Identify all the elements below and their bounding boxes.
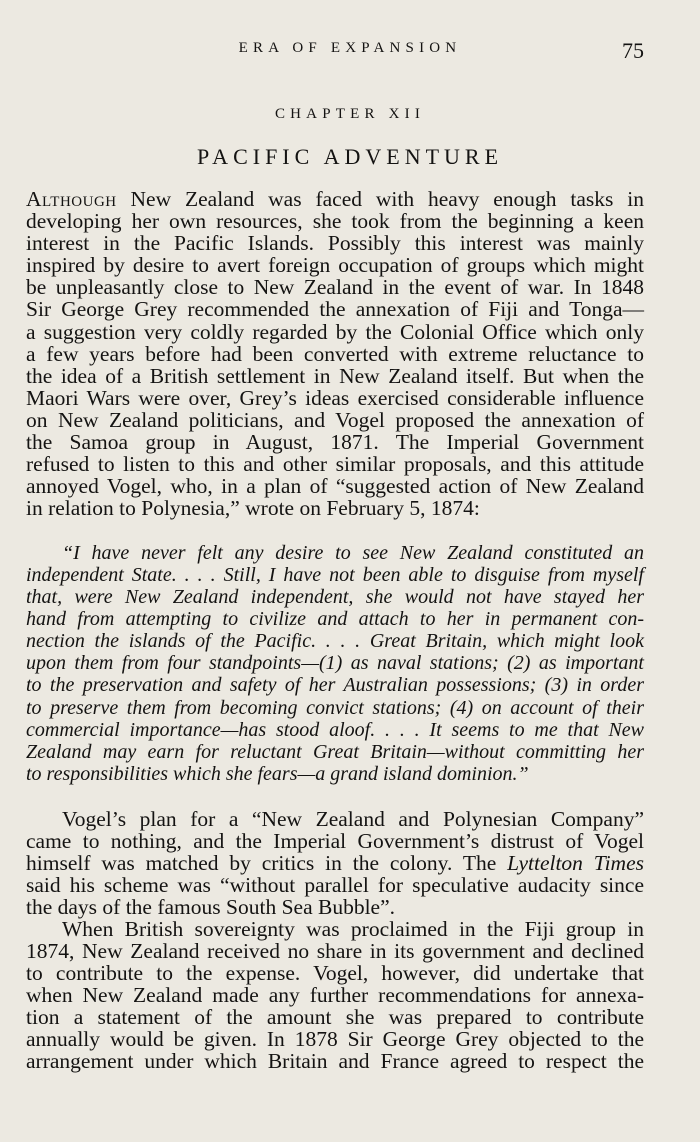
paragraph-3-line: annually would be given. In 1878 Sir George Grey objected to the (26, 1027, 644, 1051)
paragraph-3-line: tion a statement of the amount she was prepared to contribute (26, 1005, 644, 1029)
quote-line: nection the islands of the Pacific. . . . Great Britain, which might look (26, 630, 644, 652)
paragraph-1-line: refused to listen to this and other similar proposals, and this attitude (26, 452, 644, 476)
quote-line: “I have never felt any desire to see New Zealand constituted an (62, 542, 644, 564)
quote-line: Zealand may earn for reluctant Great Britain—without committing her (26, 741, 644, 763)
quote-line: that, were New Zealand independent, she would not have stayed her (26, 586, 644, 608)
paragraph-1-line: developing her own resources, she took from the beginning a keen (26, 209, 644, 233)
chapter-label: CHAPTER XII (274, 106, 426, 122)
drop-lead-word: Although (26, 187, 117, 211)
paragraph-1-line: on New Zealand politicians, and Vogel proposed the annexation of (26, 408, 644, 432)
quote-line: to preserve them from becoming convict stations; (4) on account of their (26, 697, 644, 719)
paragraph-1-line: a suggestion very coldly regarded by the Colonial Office which only (26, 320, 644, 344)
paragraph-1-line: annoyed Vogel, who, in a plan of “suggested action of New Zealand (26, 474, 644, 498)
paragraph-1-line: the Samoa group in August, 1871. The Imperial Government (26, 430, 644, 454)
paragraph-1-line: in relation to Polynesia,” wrote on February 5, 1874: (26, 496, 480, 520)
paragraph-1-line: Maori Wars were over, Grey’s ideas exercised considerable influence (26, 386, 644, 410)
paragraph-1-line-1: Although New Zealand was faced with heavy enough tasks in (26, 187, 644, 211)
quote-line: commercial importance—has stood aloof. . . . It seems to me that New (26, 719, 644, 741)
running-title: ERA OF EXPANSION (238, 40, 462, 56)
quote-line: to responsibilities which she fears—a grand island dominion.” (26, 763, 529, 785)
paragraph-2-line: said his scheme was “without parallel for speculative audacity since (26, 873, 644, 897)
paragraph-1-line: the idea of a British settlement in New Zealand itself. But when the (26, 364, 644, 388)
paragraph-1-line: Sir George Grey recommended the annexation of Fiji and Tonga— (26, 297, 644, 321)
running-head (0, 38, 700, 68)
quote-line: independent State. . . . Still, I have not been able to disguise from myself (26, 564, 644, 586)
paragraph-3-line: when New Zealand made any further recommendations for annexa- (26, 983, 644, 1007)
chapter-title: PACIFIC ADVENTURE (196, 144, 504, 169)
paragraph-3-line: 1874, New Zealand received no share in its government and declined (26, 939, 644, 963)
paragraph-2-line: came to nothing, and the Imperial Government’s distrust of Vogel (26, 829, 644, 853)
quote-line: hand from attempting to civilize and attach to her in permanent con- (26, 608, 644, 630)
paragraph-1-line: be unpleasantly close to New Zealand in the event of war. In 1848 (26, 275, 644, 299)
paragraph-3-line: When British sovereignty was proclaimed in the Fiji group in (62, 917, 644, 941)
newspaper-title: Lyttelton Times (507, 851, 644, 875)
paragraph-2-line: himself was matched by critics in the colony. The Lyttelton Times (26, 851, 644, 875)
paragraph-2-line: the days of the famous South Sea Bubble”. (26, 895, 396, 919)
paragraph-1-line: inspired by desire to avert foreign occupation of groups which might (26, 253, 644, 277)
quote-line: upon them from four standpoints—(1) as naval stations; (2) as important (26, 652, 644, 674)
paragraph-3-line: arrangement under which Britain and France agreed to respect the (26, 1049, 644, 1073)
page-number: 75 (622, 38, 644, 63)
paragraph-1-line: interest in the Pacific Islands. Possibly this interest was mainly (26, 231, 644, 255)
paragraph-1-line: a few years before had been converted with extreme reluctance to (26, 342, 644, 366)
quote-line: to the preservation and safety of her Australian possessions; (3) in order (26, 674, 644, 696)
paragraph-2-line: Vogel’s plan for a “New Zealand and Polynesian Company” (62, 807, 644, 831)
paragraph-3-line: to contribute to the expense. Vogel, however, did undertake that (26, 961, 644, 985)
